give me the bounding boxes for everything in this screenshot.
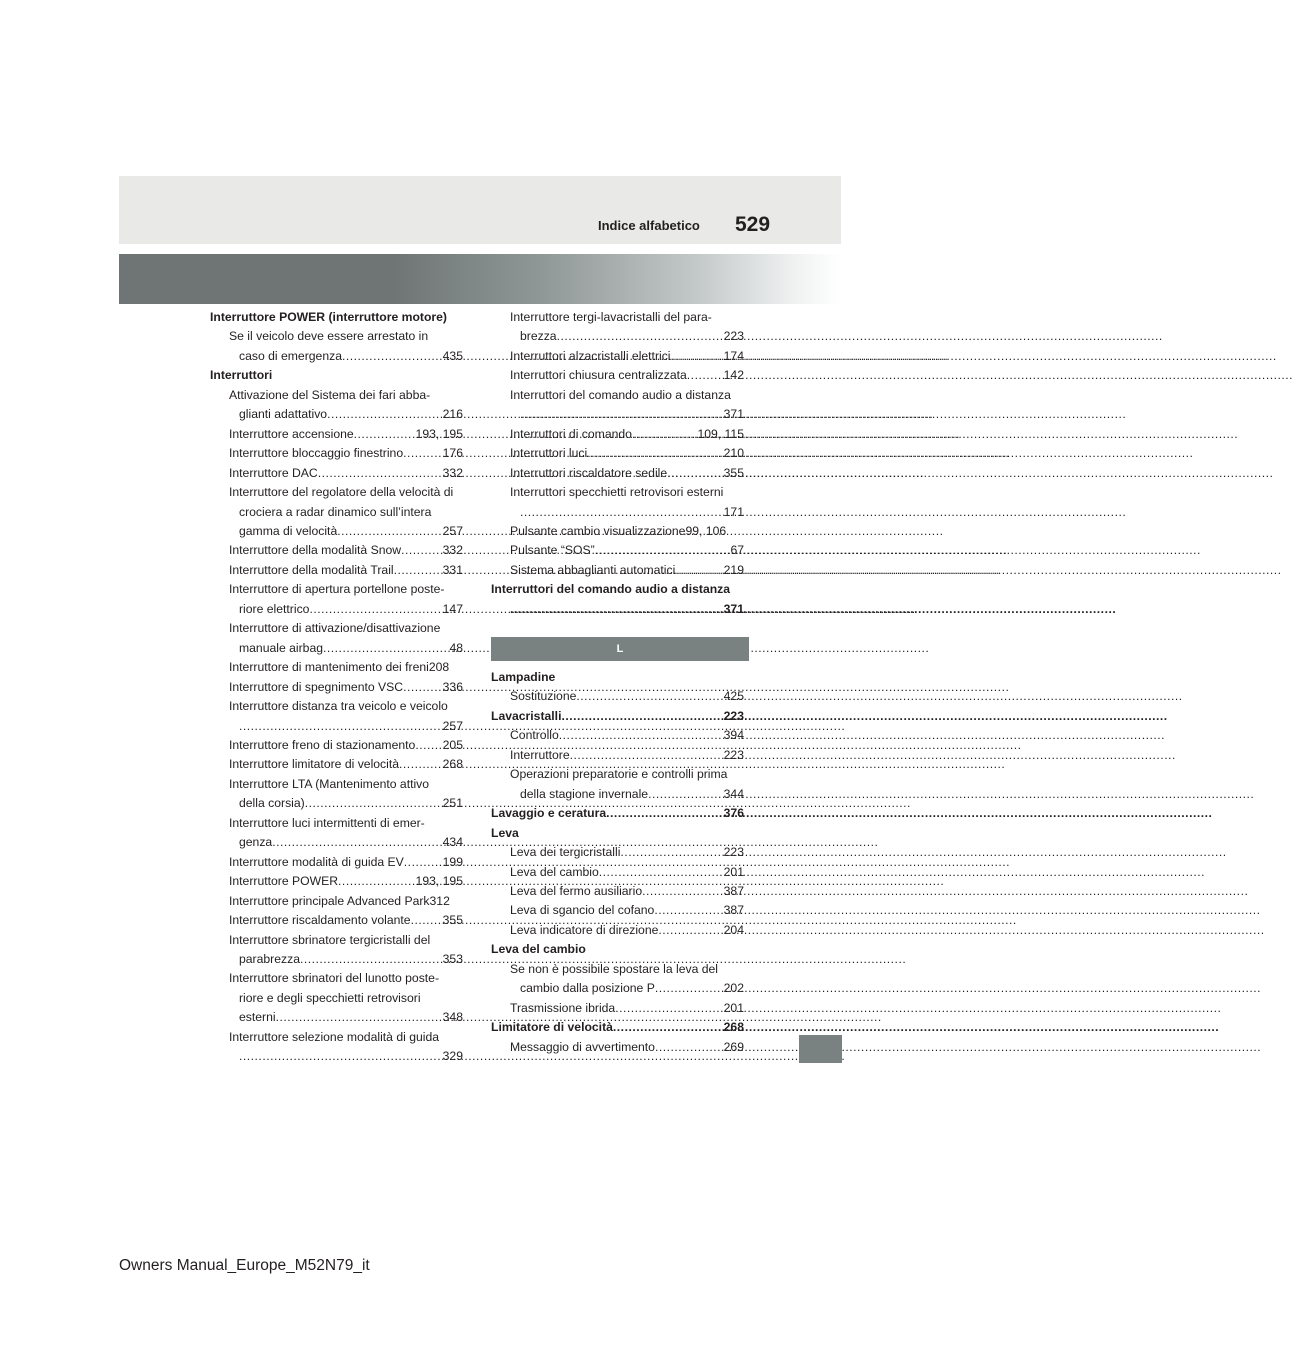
index-entry <box>491 901 744 920</box>
dot-leader <box>394 561 443 580</box>
index-entry-page: 348 <box>442 1010 463 1025</box>
index-entry-text: Sistema abbaglianti automatici <box>510 562 676 577</box>
dot-leader <box>403 678 443 697</box>
index-entry-text: Leva <box>491 825 519 840</box>
index-entry <box>210 950 463 969</box>
header-gradient-band <box>119 254 841 304</box>
index-entry-text: Interruttore sbrinatori del lunotto poste- <box>229 971 440 986</box>
index-entry-page: 67 <box>730 543 744 558</box>
index-entry <box>210 425 463 444</box>
index-entry-page: 174 <box>723 348 744 363</box>
index-entry-page: 193, 195 <box>415 426 463 441</box>
index-entry-text: Interruttori <box>210 368 273 383</box>
index-entry <box>491 804 744 823</box>
side-thumb-tab <box>799 1035 842 1063</box>
index-entry-page: 176 <box>442 446 463 461</box>
dot-leader <box>354 425 416 444</box>
index-entry <box>491 999 744 1018</box>
dot-leader <box>404 853 443 872</box>
dot-leader <box>323 639 449 658</box>
index-entry <box>491 668 744 687</box>
index-entry-text: Interruttore luci intermittenti di emer- <box>229 815 425 830</box>
index-entry-text: Interruttori del comando audio a distanza <box>491 582 731 597</box>
index-entry <box>210 366 463 385</box>
index-entry-page: 193, 195 <box>415 874 463 889</box>
index-entry <box>210 308 463 327</box>
index-entry <box>491 483 744 502</box>
dot-leader <box>327 405 443 424</box>
dot-leader <box>561 707 723 726</box>
index-entry <box>491 940 744 959</box>
index-entry-page: 223 <box>723 747 744 762</box>
index-entry-text: Se il veicolo deve essere arrestato in <box>229 329 429 344</box>
index-entry-text: Controllo <box>510 728 559 743</box>
index-entry <box>491 425 744 444</box>
index-entry-text: cambio dalla posizione P <box>520 981 655 996</box>
index-entry <box>210 872 463 891</box>
index-entry <box>210 755 463 774</box>
index-entry <box>491 580 744 599</box>
index-entry-page: 332 <box>442 465 463 480</box>
index-entry <box>491 882 744 901</box>
index-entry-page: 204 <box>723 922 744 937</box>
index-entry <box>491 824 744 843</box>
index-entry-page: 201 <box>723 864 744 879</box>
index-entry-page: 210 <box>723 446 744 461</box>
index-entry-page: 329 <box>442 1049 463 1064</box>
dot-leader <box>520 503 724 522</box>
index-entry-page: 201 <box>723 1000 744 1015</box>
index-entry <box>491 843 744 862</box>
dot-leader <box>318 464 443 483</box>
index-entry <box>491 444 744 463</box>
index-entry <box>491 503 744 522</box>
dot-leader <box>276 1008 443 1027</box>
index-entry <box>210 969 463 988</box>
index-entry-text: Interruttore tergi-lavacristalli del para- <box>510 310 712 324</box>
dot-leader <box>305 794 443 813</box>
dot-leader <box>309 600 442 619</box>
index-entry <box>491 746 744 765</box>
index-entry-text: Interruttori specchietti retrovisori esterni <box>510 485 724 500</box>
index-entry-page: 268 <box>442 757 463 772</box>
index-entry-text: Leva indicatore di direzione <box>510 922 659 937</box>
index-entry-text: Interruttore distanza tra veicolo e veicolo <box>229 699 448 714</box>
index-entry-page: 257 <box>442 523 463 538</box>
index-entry-page: 219 <box>723 562 744 577</box>
index-entry-text: Interruttore di spegnimento VSC <box>229 679 404 694</box>
index-entry <box>210 444 463 463</box>
index-entry <box>210 814 463 833</box>
index-entry-text: Interruttore limitatore di velocità <box>229 757 400 772</box>
index-entry-page: 257 <box>442 718 463 733</box>
index-entry-text: gamma di velocità <box>239 523 338 538</box>
index-entry <box>491 687 744 706</box>
index-entry-text: Leva dei tergicristalli <box>510 845 621 860</box>
dot-leader <box>632 425 698 444</box>
index-entry <box>210 386 463 405</box>
index-entry <box>491 1038 744 1057</box>
index-entry-text: parabrezza <box>239 951 300 966</box>
index-entry-text: Interruttore della modalità Trail <box>229 562 394 577</box>
index-entry-page: 223 <box>723 845 744 860</box>
dot-leader <box>411 911 443 930</box>
index-entry <box>210 580 463 599</box>
index-entry <box>210 697 463 716</box>
index-entry-text: riore elettrico <box>239 601 310 616</box>
index-entry-text: Leva del cambio <box>491 942 586 957</box>
index-entry <box>491 464 744 483</box>
index-entry-text: Interruttore DAC <box>229 465 318 480</box>
index-entry-page: 355 <box>723 465 744 480</box>
index-entry <box>210 464 463 483</box>
index-entry-text: Lavaggio e ceratura <box>491 806 607 821</box>
dot-leader <box>615 999 723 1018</box>
index-entry <box>491 366 744 385</box>
index-entry-text: Interruttore della modalità Snow <box>229 543 402 558</box>
index-entry-text: Interruttore modalità di guida EV <box>229 854 404 869</box>
dot-leader <box>399 755 443 774</box>
index-entry-page: 205 <box>442 737 463 752</box>
index-entry-page: 331 <box>442 562 463 577</box>
index-entry-page: 48 <box>449 640 463 655</box>
index-entry <box>491 541 744 560</box>
dot-leader <box>599 863 724 882</box>
index-entry <box>210 833 463 852</box>
index-entry <box>491 405 744 424</box>
index-entry-page: 355 <box>442 913 463 928</box>
dot-leader <box>337 522 442 541</box>
index-entry-text: Interruttori del comando audio a distanza <box>510 387 731 402</box>
index-entry-page: 371 <box>723 407 744 422</box>
index-entry-page: 142 <box>723 368 744 383</box>
index-entry <box>210 658 463 677</box>
index-entry-text: Interruttore freno di stazionamento <box>229 737 416 752</box>
index-entry-page: 199 <box>442 854 463 869</box>
index-entry <box>210 541 463 560</box>
index-entry <box>210 561 463 580</box>
index-entry <box>491 707 744 726</box>
dot-leader <box>520 405 724 424</box>
index-entry-text: Interruttore POWER (interruttore motore) <box>210 310 447 324</box>
index-entry <box>210 639 463 658</box>
index-entry <box>491 863 744 882</box>
index-entry-text: Interruttore principale Advanced Park <box>229 893 430 908</box>
index-entry-page: 171 <box>723 504 744 519</box>
index-entry <box>491 600 744 619</box>
dot-leader <box>570 746 724 765</box>
index-entry-text: Interruttore <box>510 747 570 762</box>
index-entry-page: 425 <box>723 689 744 704</box>
dot-leader <box>338 872 416 891</box>
index-entry <box>210 405 463 424</box>
index-entry-text: Interruttore accensione <box>229 426 354 441</box>
index-entry <box>210 483 463 502</box>
index-entry-page: 251 <box>442 796 463 811</box>
index-entry <box>210 853 463 872</box>
index-entry-page: 387 <box>723 903 744 918</box>
index-entry-text: brezza <box>520 329 557 344</box>
index-entry <box>491 785 744 804</box>
index-column-right-top <box>491 308 744 619</box>
dot-leader <box>671 347 724 366</box>
section-title: Indice alfabetico <box>598 218 700 233</box>
dot-leader <box>620 843 723 862</box>
dot-leader <box>654 901 723 920</box>
index-entry <box>210 989 463 1008</box>
dot-leader <box>606 804 724 823</box>
dot-leader <box>272 833 442 852</box>
index-entry <box>210 619 463 638</box>
index-entry <box>210 678 463 697</box>
index-entry-page: 332 <box>442 543 463 558</box>
index-entry-text: Lampadine <box>491 670 556 684</box>
index-entry-text: della corsia) <box>239 796 305 811</box>
dot-leader <box>642 882 724 901</box>
index-entry-text: riore e degli specchietti retrovisori <box>239 990 421 1005</box>
index-entry <box>210 775 463 794</box>
index-entry-text: Trasmissione ibrida <box>510 1000 616 1015</box>
dot-leader <box>403 444 443 463</box>
index-entry-text: Limitatore di velocità <box>491 1020 613 1035</box>
index-entry-page: 147 <box>442 601 463 616</box>
index-entry-text: Interruttore sbrinatore tergicristalli del <box>229 932 431 947</box>
index-entry-page: 387 <box>723 883 744 898</box>
dot-leader <box>648 785 724 804</box>
index-entry <box>491 765 744 784</box>
index-entry <box>210 736 463 755</box>
index-entry-page: 223 <box>723 708 744 723</box>
index-entry-text: esterni <box>239 1010 276 1025</box>
index-entry-text: crociera a radar dinamico sull’intera <box>239 504 432 519</box>
dot-leader <box>239 717 443 736</box>
index-entry-text: Pulsante “SOS” <box>510 543 595 558</box>
dot-leader <box>401 541 443 560</box>
index-entry <box>210 1028 463 1047</box>
index-entry <box>210 931 463 950</box>
index-entry-text: Interruttore di mantenimento dei freni <box>229 660 429 675</box>
index-entry <box>210 522 463 541</box>
index-entry <box>491 347 744 366</box>
index-entry <box>491 921 744 940</box>
index-entry-text: Pulsante cambio visualizzazione <box>510 523 686 538</box>
index-entry <box>210 892 463 911</box>
index-entry-text: Sostituzione <box>510 689 577 704</box>
dot-leader <box>300 950 443 969</box>
index-entry <box>210 503 463 522</box>
index-entry-page: 312 <box>429 893 450 908</box>
index-entry <box>491 327 744 346</box>
index-entry-page: 202 <box>723 981 744 996</box>
index-entry-page: 223 <box>723 329 744 344</box>
index-entry <box>491 308 744 327</box>
dot-leader <box>559 726 724 745</box>
index-entry <box>491 386 744 405</box>
index-entry <box>210 911 463 930</box>
dot-leader <box>687 366 724 385</box>
index-entry-text: Interruttore del regolatore della velocità di <box>229 485 454 500</box>
letter-heading-L: L <box>491 637 749 661</box>
index-entry-text: Interruttori alzacristalli elettrici <box>510 348 671 363</box>
index-entry-text: Leva del fermo ausiliario <box>510 883 643 898</box>
index-entry-page: 344 <box>723 786 744 801</box>
dot-leader <box>655 979 724 998</box>
index-entry <box>210 327 463 346</box>
index-entry-text: Interruttore di apertura portellone poste- <box>229 582 445 597</box>
index-entry-page: 376 <box>723 806 744 821</box>
index-entry <box>491 561 744 580</box>
dot-leader <box>342 347 443 366</box>
index-entry-text: Interruttore LTA (Mantenimento attivo <box>229 776 430 791</box>
dot-leader <box>415 736 442 755</box>
index-entry <box>210 794 463 813</box>
index-entry <box>491 726 744 745</box>
index-entry <box>210 600 463 619</box>
index-entry-text: caso di emergenza <box>239 348 342 363</box>
index-entry-text: Se non è possibile spostare la leva del <box>510 961 718 976</box>
index-entry-text: Operazioni preparatorie e controlli prima <box>510 767 728 782</box>
index-entry-text: Attivazione del Sistema dei fari abba- <box>229 387 431 402</box>
index-entry-text: Interruttore riscaldamento volante <box>229 913 411 928</box>
index-entry <box>210 347 463 366</box>
index-entry-text: Interruttori di comando <box>510 426 632 441</box>
dot-leader <box>587 444 723 463</box>
index-entry-page: 99, 106 <box>685 523 727 538</box>
index-entry <box>491 960 744 979</box>
index-entry-text: Interruttore di attivazione/disattivazione <box>229 621 441 636</box>
index-entry-page: 216 <box>442 407 463 422</box>
index-entry <box>210 1008 463 1027</box>
index-entry-text: Interruttore bloccaggio finestrino <box>229 446 404 461</box>
index-entry-page: 208 <box>428 660 450 675</box>
index-column-left <box>210 308 463 1067</box>
index-entry-text: della stagione invernale <box>520 786 649 801</box>
index-entry-page: 269 <box>723 1039 744 1054</box>
index-entry-page: 109, 115 <box>697 426 744 441</box>
index-entry-text: Interruttore selezione modalità di guida <box>229 1029 440 1044</box>
footer-text: Owners Manual_Europe_M52N79_it <box>119 1257 370 1274</box>
dot-leader <box>613 1018 724 1037</box>
index-entry-page: 371 <box>723 601 744 616</box>
index-entry <box>210 717 463 736</box>
index-entry <box>491 522 744 541</box>
index-entry-page: 394 <box>723 728 744 743</box>
header-band <box>119 176 841 244</box>
index-entry-page: 353 <box>442 951 463 966</box>
index-entry-text: Interruttori riscaldatore sedile <box>510 465 668 480</box>
index-entry <box>491 1018 744 1037</box>
dot-leader <box>510 600 724 619</box>
dot-leader <box>576 687 723 706</box>
index-entry-page: 435 <box>442 348 463 363</box>
dot-leader <box>655 1038 724 1057</box>
dot-leader <box>557 327 724 346</box>
index-entry-text: Leva del cambio <box>510 864 599 879</box>
index-entry-page: 268 <box>723 1020 744 1035</box>
index-entry-text: Lavacristalli <box>491 708 562 723</box>
page-number: 529 <box>735 213 771 236</box>
dot-leader <box>595 541 731 560</box>
index-column-right-L <box>491 668 744 1057</box>
dot-leader <box>675 561 723 580</box>
index-entry-text: Leva di sgancio del cofano <box>510 903 655 918</box>
index-entry <box>491 979 744 998</box>
index-entry <box>210 1047 463 1066</box>
index-entry-text: Messaggio di avvertimento <box>510 1039 655 1054</box>
index-entry-page: 336 <box>442 679 463 694</box>
index-entry-text: glianti adattativo <box>239 407 328 422</box>
index-entry-text: genza <box>239 835 273 850</box>
dot-leader <box>239 1047 443 1066</box>
dot-leader <box>658 921 723 940</box>
dot-leader <box>667 464 724 483</box>
index-entry-text: Interruttori chiusura centralizzata <box>510 368 687 383</box>
index-entry-page: 434 <box>442 835 463 850</box>
index-entry-text: manuale airbag <box>239 640 324 655</box>
index-entry-text: Interruttori luci <box>510 446 588 461</box>
index-entry-text: Interruttore POWER <box>229 874 339 889</box>
